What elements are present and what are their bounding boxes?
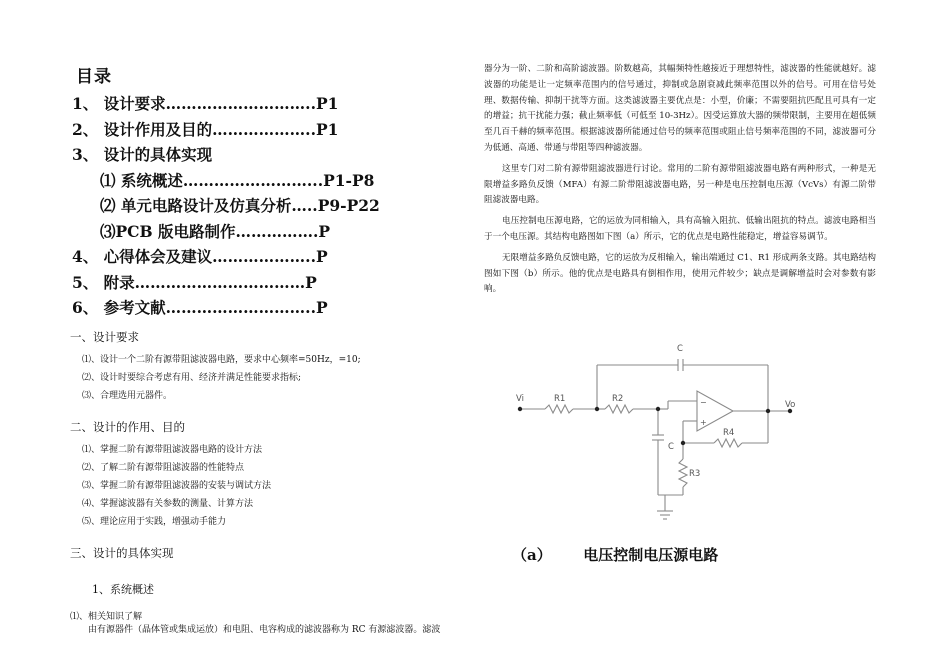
label-c-mid: C [668, 442, 674, 452]
label-opamp-minus: − [700, 398, 707, 407]
toc-entry: 1、 设计要求………………………..P1 [72, 94, 339, 113]
body-paragraph: 这里专门对二阶有源带阻滤波器进行讨论。常用的二阶有源带阻滤波器电路有两种形式，一种是无限增益多路负反馈（MFA）有源二阶带阻滤波器电路，另一种是电压控制电压源（VcVs）有源二阶带阻滤波器电路。 [484, 163, 876, 206]
purpose-item: ⑸、理论应用于实践，增强动手能力 [82, 516, 227, 527]
circuit-diagram [500, 335, 830, 530]
toc-entry: 6、 参考文献………………………..P [72, 298, 328, 317]
requirement-item: ⑵、设计时要综合考虑有用、经济并满足性能要求指标; [82, 372, 302, 383]
right-column [484, 62, 876, 298]
purpose-item: ⑴、掌握二阶有源带阻滤波器电路的设计方法 [82, 444, 263, 455]
section-heading-purpose: 二、设计的作用、目的 [70, 419, 185, 434]
label-r1: R1 [554, 394, 566, 404]
purpose-item: ⑷、掌握滤波器有关参数的测量、计算方法 [82, 498, 254, 509]
requirement-item: ⑶、合理选用元器件。 [82, 390, 173, 401]
section-heading-implementation: 三、设计的具体实现 [70, 545, 174, 560]
toc-entry: ⑶PCB 版电路制作…………….P [100, 221, 331, 241]
label-c-top: C [677, 344, 683, 354]
resistor-r4-symbol [714, 439, 742, 447]
circuit-wires [520, 359, 790, 519]
body-paragraph: 电压控制电压源电路，它的运放为同相输入，具有高输入阻抗、低输出阻抗的特点。滤波电路相当于一个电压源。其结构电路图如下图（a）所示，它的优点是电路性能稳定，增益容易调节。 [484, 216, 876, 242]
left-column [70, 60, 470, 638]
figure-caption [512, 544, 718, 565]
minor-heading: ⑴、相关知识了解 [70, 611, 143, 622]
label-r4: R4 [723, 428, 735, 438]
circuit-nodes [518, 407, 792, 445]
toc-title: 目录 [76, 67, 112, 87]
label-r2: R2 [612, 394, 624, 404]
toc-entry: 5、 附录……………………………P [72, 272, 317, 292]
requirement-item: ⑴、设计一个二阶有源带阻滤波器电路，要求中心频率=50Hz，=10; [82, 354, 361, 365]
figure-caption-text: 电压控制电压源电路 [583, 546, 719, 564]
toc-entry: 4、 心得体会及建议………………..P [72, 247, 328, 266]
body-paragraph: 器分为一阶、二阶和高阶滤波器。阶数越高，其幅频特性越接近于理想特性，滤波器的性能就越好。滤波器的功能是让一定频率范围内的信号通过，抑制或急剧衰减此频率范围以外的信号。可用在信号处理、数据传输、抑制干扰等方面。这类滤波器主要优点是：小型，价廉；不需要阻抗匹配且可具有一定的增益；抗干扰能力强；截止频率低（可低至 10-3Hz）。因受运算放大器的频带限制，主要用在超低频至几百千赫的频率范围。根据滤波器所能通过信号的频率范围或阻止信号频率范围的不同，滤波器可分为低通、高通、带通与带阻等四种滤波器。 [484, 64, 876, 153]
toc-entry: ⑴ 系统概述……………………...P1-P8 [100, 170, 375, 190]
body-paragraph: 无限增益多路负反馈电路，它的运放为反相输入，输出端通过 C1、R1 形成两条支路。其电路结构图如下图（b）所示。他的优点是电路具有倒相作用，使用元件较少；缺点是调解增益时会对参数有影响。 [484, 252, 876, 295]
purpose-item: ⑶、掌握二阶有源带阻滤波器的安装与调试方法 [82, 480, 272, 491]
resistor-r2-symbol [605, 405, 633, 413]
figure-caption-label: （a） [512, 546, 552, 564]
purpose-item: ⑵、了解二阶有源带阻滤波器的性能特点 [82, 462, 245, 473]
toc-entry: 2、 设计作用及目的………………..P1 [72, 119, 339, 139]
section-heading-requirements: 一、设计要求 [70, 329, 139, 344]
subsection-heading: 1、系统概述 [92, 582, 154, 596]
label-r3: R3 [689, 469, 701, 479]
resistor-r1-symbol [545, 405, 573, 413]
label-vo: Vo [785, 400, 796, 410]
resistor-r3-symbol [679, 459, 687, 487]
label-opamp-plus: + [700, 418, 707, 427]
body-paragraph: 由有源器件（晶体管或集成运放）和电阻、电容构成的滤波器称为 RC 有源滤波器。滤波 [88, 624, 441, 635]
toc-entry: ⑵ 单元电路设计及仿真分析…..P9-P22 [100, 196, 380, 215]
label-vi: Vi [516, 394, 524, 404]
toc-entry: 3、 设计的具体实现 [72, 145, 213, 164]
